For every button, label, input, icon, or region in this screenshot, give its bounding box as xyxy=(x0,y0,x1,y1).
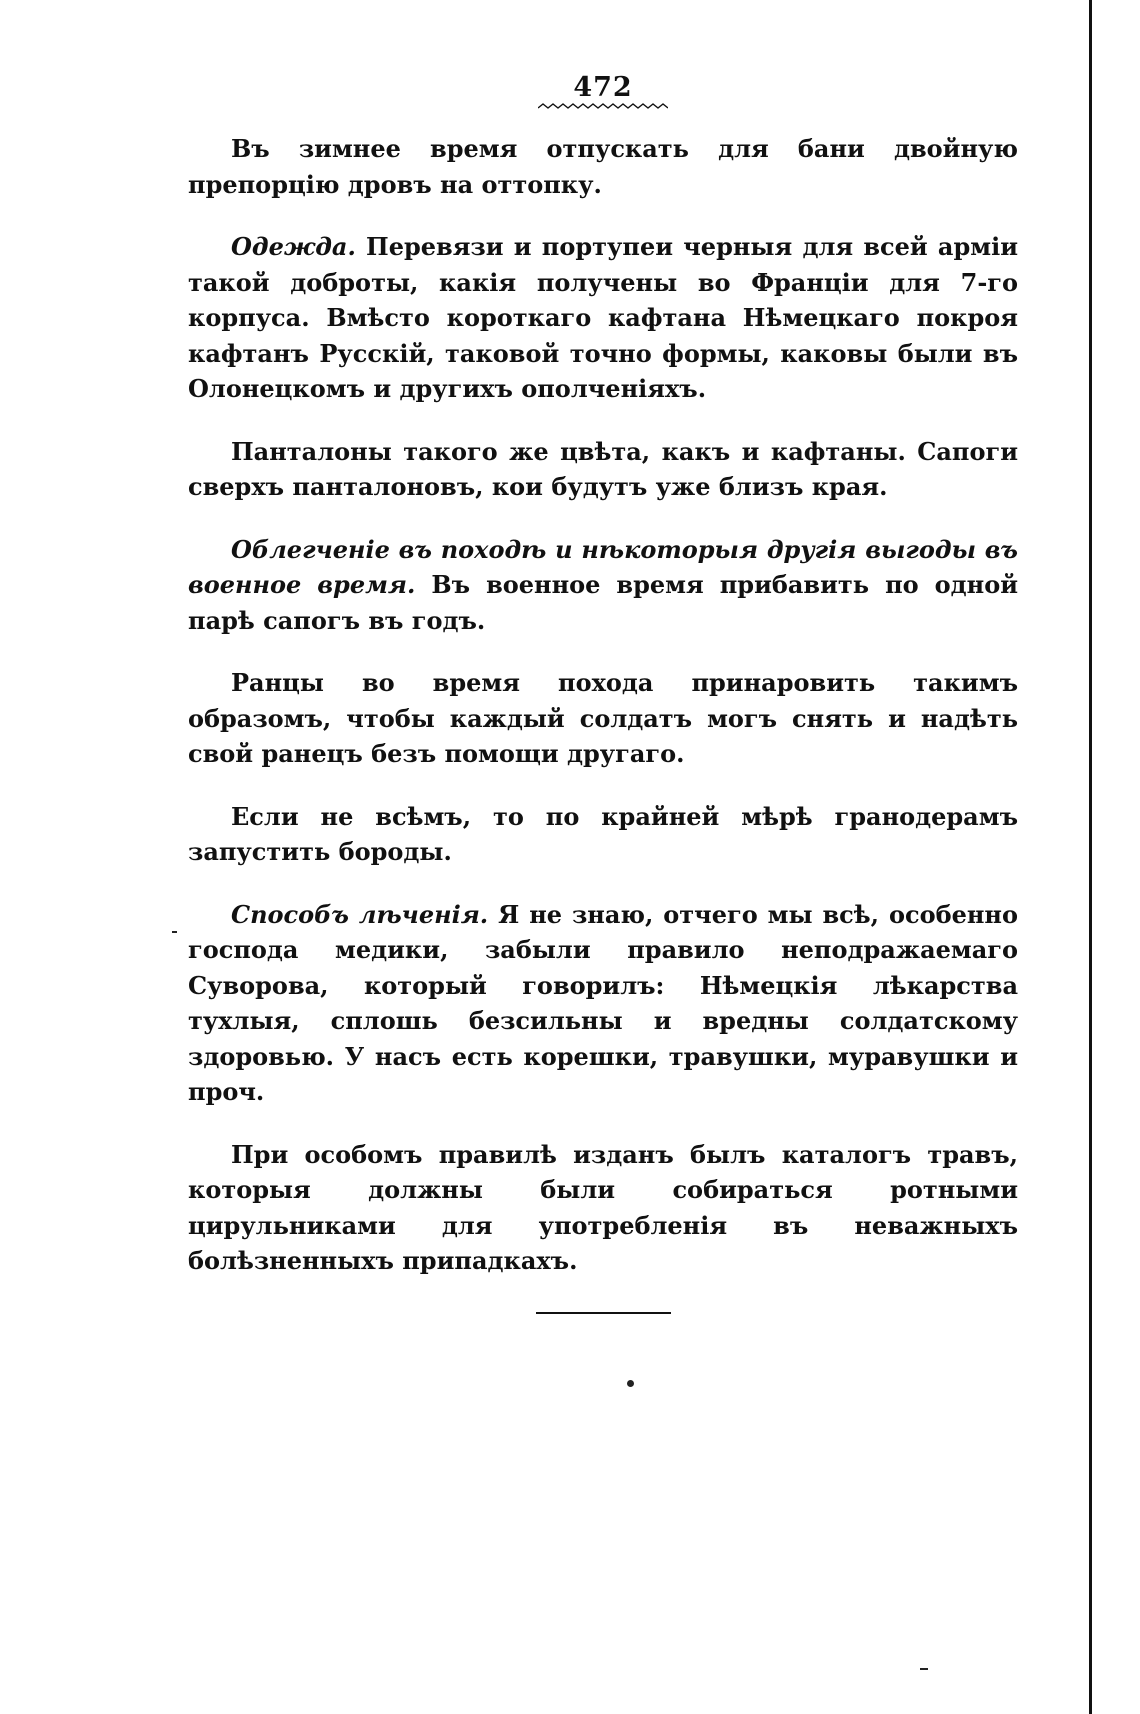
closing-rule xyxy=(536,1312,671,1314)
paragraph-text: Въ военное время прибавить по одной парѣ сапогъ въ годъ. xyxy=(188,570,1019,635)
paragraph-text: Въ зимнее время отпускать для бани двойную препорцію дровъ на оттопку. xyxy=(188,134,1018,199)
paragraph-text: Если не всѣмъ, то по крайней мѣрѣ гранодерамъ запустить бороды. xyxy=(188,801,1018,866)
paragraph-clothing xyxy=(188,229,1018,407)
page-number: 472 xyxy=(573,72,633,103)
paragraph-campaign-relief xyxy=(188,532,1018,639)
paragraph-text: Перевязи и портупеи черныя для всей арміи такой доброты, какія получены во Франціи для 7-го корпуса. Вмѣсто короткаго кафтана Нѣмецкаго покроя кафтанъ Русскій, таковой точно формы, каковы были въ Олонецкомъ и другихъ ополченіяхъ. xyxy=(188,232,1019,403)
page-body xyxy=(188,72,1018,1279)
scan-edge-line xyxy=(1089,0,1092,1714)
paragraph-trousers xyxy=(188,434,1018,505)
paragraph-heading: Облегченіе въ походѣ и нѣкоторыя другія выгоды въ военное время. xyxy=(188,534,1018,599)
paragraph-bath-firewood xyxy=(188,131,1018,202)
ink-speck xyxy=(172,931,177,933)
paragraph-text: Ранцы во время похода принаровить такимъ образомъ, чтобы каждый солдатъ могъ снять и надѣть свой ранецъ безъ помощи другаго. xyxy=(188,668,1018,768)
ink-speck xyxy=(920,1668,928,1670)
wavy-rule-ornament xyxy=(538,103,668,113)
paragraph-heading: Одежда. xyxy=(231,232,356,261)
paragraph-text: Панталоны такого же цвѣта, какъ и кафтаны. Сапоги сверхъ панталоновъ, кои будутъ уже близъ края. xyxy=(188,436,1018,501)
paragraph-text: При особомъ правилѣ изданъ былъ каталогъ травъ, которыя должны были собираться ротными цирульниками для употребленія въ неважныхъ болѣзненныхъ припадкахъ. xyxy=(188,1139,1018,1275)
paragraph-treatment xyxy=(188,897,1018,1110)
paragraph-text: Я не знаю, отчего мы всѣ, особенно господа медики, забыли правило неподражаемаго Суворова, который говорилъ: Нѣмецкія лѣкарства тухлыя, сплошь безсильны и вредны солдатскому здоровью. У насъ есть корешки, травушки, муравушки и проч. xyxy=(188,899,1018,1106)
paragraph-heading: Способъ лѣченія. xyxy=(231,899,489,929)
paragraph-herb-catalogue xyxy=(188,1137,1018,1279)
paragraph-knapsacks xyxy=(188,665,1018,772)
ink-speck xyxy=(627,1380,634,1387)
paragraph-beards xyxy=(188,799,1018,870)
